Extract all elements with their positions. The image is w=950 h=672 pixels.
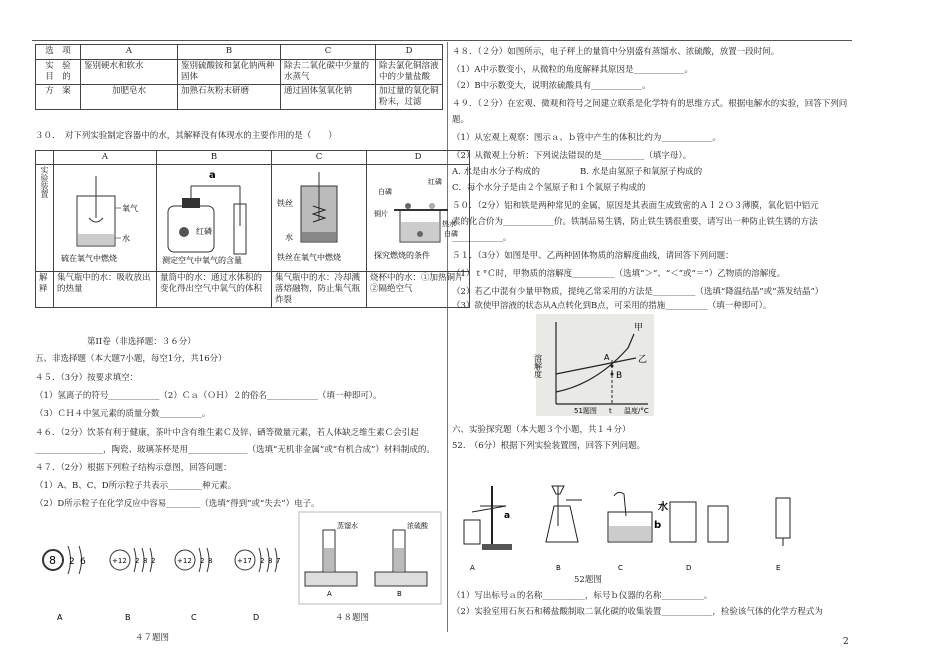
- q45-line1: （1）氢离子的符号____________（2）Ｃａ（ＯＨ）２的俗名____________（填一种即可）。: [35, 391, 382, 401]
- table-cell: 实验装置: [36, 165, 54, 272]
- table-cell: 方 案: [36, 85, 81, 110]
- q52-figure-caption: 52题图: [574, 575, 602, 585]
- shell-d1: 2: [260, 557, 265, 565]
- label-redp: 红磷: [196, 227, 212, 236]
- label-distilled-water: 蒸馏水: [337, 522, 358, 530]
- label-iron: 铁丝: [277, 199, 293, 208]
- table-cell: 通过固体氢氧化钠: [281, 85, 376, 110]
- scale-letter-a: A: [327, 590, 332, 598]
- q51-line3: （2）若乙中混有少量甲物质，提纯乙常采用的方法是__________（选填“降温结晶”或“蒸发结晶”）: [452, 287, 824, 297]
- q47-stem: ４７．（2分）根据下列粒子结构示意图，回答问题：: [35, 463, 232, 473]
- q50-line1: ５０．（2分）铝和铁是两种常见的金属，原因是其表面生成致密的Ａｌ２Ｏ３薄膜，氧化铝中铝元: [452, 201, 819, 211]
- q47-particle-diagrams: [35, 520, 285, 630]
- column-divider: [447, 42, 448, 632]
- caption-a: 硫在氧气中燃烧: [61, 254, 117, 263]
- q48-line1: ４８．（２分）如图所示，电子秤上的量筒中分别盛有蒸馏水、浓硫酸，放置一段时间。: [452, 47, 780, 57]
- table-cell: 实 验 目 的: [36, 60, 81, 85]
- table-cell: A: [81, 45, 178, 60]
- q52-line2: （2）实验室用石灰石和稀盐酸制取二氧化碳的收集装置____________，检验该气体的化学方程式为: [452, 607, 823, 617]
- particle-b: [110, 548, 155, 572]
- q45-line2: （3）ＣＨ４中氢元素的质量分数__________。: [35, 409, 211, 419]
- q51-line4: （3）欲使甲溶液的状态从A点转化到B点，可采用的措施__________（填一种即可）。: [452, 301, 772, 311]
- section6-title: 六、实验探究题（本大题３个小题，共１４分）: [452, 425, 631, 435]
- table-cell: C: [281, 45, 376, 60]
- table-cell: 加熟石灰粉末研磨: [178, 85, 281, 110]
- letter-c: C: [191, 613, 197, 622]
- label-a: a: [504, 511, 511, 521]
- q50-line3: ____________。: [452, 233, 512, 243]
- curve-label-jia: 甲: [634, 323, 644, 333]
- label-conc-acid: 浓硫酸: [407, 522, 428, 530]
- q49-line1b: 题。: [452, 115, 470, 125]
- shell-a2: 6: [80, 557, 86, 567]
- apparatus-a: [54, 165, 157, 272]
- sulfur-combustion-diagram: [57, 166, 153, 266]
- q52-line1: （1）写出标号ａ的名称__________，标号ｂ仪器的名称__________。: [452, 591, 713, 601]
- nucleus-c: +12: [177, 557, 192, 565]
- table-cell: 除去氯化铜溶液中的少量盐酸: [376, 60, 443, 85]
- table-cell: [36, 151, 54, 165]
- table-cell: A: [54, 151, 157, 165]
- q46-line2: ________________，陶瓷、玻璃茶杯是用______________（选填“无机非金属”或“有机合成”）材料制成的。: [35, 445, 435, 455]
- scale-b: [375, 521, 429, 598]
- header-rule: [32, 40, 852, 41]
- table-cell: 烧杯中的水：①加热铜片 ②隔绝空气: [367, 272, 470, 308]
- letter-d: D: [253, 613, 260, 622]
- apparatus-tube-e: [776, 498, 790, 572]
- table-cell: B: [178, 45, 281, 60]
- curve-label-yi: 乙: [638, 355, 648, 365]
- point-label-a: A: [604, 353, 610, 362]
- label-redp2: 红磷: [428, 178, 442, 186]
- apparatus-letter-c-label: C: [618, 564, 623, 572]
- q52-stem: 52. （6分）根据下列实验装置图，回答下列问题。: [452, 441, 646, 451]
- particle-a: [43, 546, 86, 574]
- axis-x-label: 温度/°C: [624, 407, 649, 415]
- label-water-c: 水: [285, 233, 293, 242]
- table-cell: 加肥皂水: [81, 85, 178, 110]
- caption-c: 铁丝在氧气中燃烧: [277, 253, 341, 262]
- table-cell: B: [157, 151, 272, 165]
- q48-line2: （1）A中示数变小，从微粒的角度解释其原因是____________。: [452, 65, 694, 75]
- table-row: [36, 85, 443, 110]
- iron-combustion-diagram: [275, 166, 363, 266]
- q49-option-a: A. 水是由水分子构成的: [452, 167, 541, 177]
- shell-b3: 2: [151, 557, 156, 565]
- caption-d: 探究燃烧的条件: [374, 251, 430, 260]
- q46-line1: ４６．（2分）饮茶有利于健康，茶叶中含有维生素Ｃ及锌、硒等微量元素，若人体缺乏维生素Ｃ会引起: [35, 428, 419, 438]
- part2-title: 第II卷（非选择题：３６分）: [87, 337, 196, 347]
- shell-c2: 8: [208, 557, 213, 565]
- letter-b: B: [125, 613, 131, 622]
- apparatus-c: [272, 165, 367, 272]
- table-cell: 集气瓶中的水：吸收放出的热量: [54, 272, 157, 308]
- q47-line1: （1）A、B、C、D所示粒子共表示________种元素。: [35, 481, 237, 491]
- q49-option-b: B. 水是由氢原子和氧原子构成的: [580, 167, 703, 177]
- table-cell: 选 项: [36, 45, 81, 60]
- letter-a: A: [57, 613, 63, 622]
- apparatus-stand-a: [464, 486, 512, 572]
- point-label-b: B: [616, 371, 623, 381]
- label-b: b: [654, 520, 662, 531]
- shell-d3: 7: [276, 557, 281, 565]
- q45-stem: ４５．（3分）按要求填空：: [35, 373, 139, 383]
- q49-option-c: C．每个水分子是由２个氢原子和１个氧原子构成的: [452, 183, 646, 193]
- table-row: [36, 60, 443, 85]
- label-whitep: 白磷: [378, 188, 392, 196]
- apparatus-bottle-d: [654, 500, 728, 572]
- axis-tick-t: t: [609, 407, 612, 415]
- apparatus-letter-d: D: [686, 564, 692, 572]
- label-water-d: 水: [658, 502, 668, 513]
- q49-line3: （2）从微观上分析：下列说法错误的是__________（填字母）。: [452, 151, 692, 161]
- scale-a: [305, 521, 358, 598]
- particle-d: [235, 548, 280, 572]
- label-water: 水: [122, 234, 130, 243]
- q49-line2: （1）从宏观上观察：图示ａ、ｂ管中产生的体积比约为____________。: [452, 133, 721, 143]
- caption-b: 测定空气中氧气的含量: [162, 256, 242, 265]
- table-cell: 解释: [36, 272, 54, 308]
- apparatus-letter-b: B: [556, 564, 561, 572]
- apparatus-letter-a: A: [470, 564, 475, 572]
- q49-line1: ４９．（２分）在宏观、微观和符号之间建立联系是化学特有的思维方式。根据电解水的实验，回答下列问: [452, 99, 848, 109]
- label-oxygen: 氧气: [122, 204, 138, 213]
- axis-y-label: 溶解度: [533, 354, 543, 378]
- particle-c: [175, 548, 212, 572]
- table-cell: 除去二氧化碳中少量的水蒸气: [281, 60, 376, 85]
- scale-letter-b: B: [397, 590, 402, 598]
- table-row: [36, 272, 470, 308]
- shell-b1: 2: [135, 557, 140, 565]
- page-number: 2: [843, 637, 849, 647]
- label-copper: 铜片: [374, 210, 388, 218]
- table-cell: D: [367, 151, 470, 165]
- q51-line2: （1）ｔ°Ｃ时，甲物质的溶解度__________（选填“＞”、“＜”或“＝”）乙物质的溶解度。: [452, 269, 786, 279]
- q47-line2: （2）D所示粒子在化学反应中容易________（选填“得到”或“失去”）电子。: [35, 499, 320, 509]
- table-cell: 集气瓶中的水：冷却溅落熔融物，防止集气瓶炸裂: [272, 272, 367, 308]
- q47-figure-caption: ４７题图: [135, 633, 170, 643]
- apparatus-flask-b: [546, 486, 582, 572]
- section5-title: 五、非选择题（本大题7小题，每空1分，共16分）: [35, 354, 227, 364]
- apparatus-trough-c: [608, 492, 652, 572]
- shell-d2: 8: [268, 557, 273, 565]
- q51-line1: ５１．（3分）如图是甲、乙两种固体物质的溶解度曲线，请回答下列问题：: [452, 251, 734, 261]
- figure-label-51: 51题图: [574, 407, 597, 415]
- oxygen-content-diagram: [160, 166, 268, 266]
- apparatus-letter-e: E: [776, 564, 781, 572]
- q48-figure-caption: ４８题图: [335, 613, 370, 623]
- shell-a1: 2: [69, 557, 75, 567]
- q50-line2: 素的化合价为____________价。铁制品易生锈，防止铁生锈很重要，请写出一种防止铁生锈的方法: [452, 217, 818, 227]
- table-cell: 量筒中的水：通过水体积的变化得出空气中氧气的体积: [157, 272, 272, 308]
- nucleus-d: +17: [237, 557, 252, 565]
- table-row: [36, 45, 443, 60]
- apparatus-b: [157, 165, 272, 272]
- label-whitep2: 白磷: [444, 230, 458, 238]
- table-cell: D: [376, 45, 443, 60]
- table-cell: 鉴别硫酸铵和氯化钠两种固体: [178, 60, 281, 85]
- table-cell: C: [272, 151, 367, 165]
- q48-line3: （2）B中示数变大，说明浓硫酸具有____________。: [452, 81, 651, 91]
- q48-scales-diagram: [297, 510, 443, 606]
- label-a: a: [209, 170, 216, 181]
- nucleus-a: 8: [49, 554, 56, 567]
- q29-table: [35, 44, 443, 110]
- shell-b2: 8: [143, 557, 148, 565]
- table-cell: 鉴别硬水和软水: [81, 60, 178, 85]
- q30-stem: ３０． 对下列实验制定容器中的水，其解释没有体现水的主要作用的是（ ）: [35, 131, 337, 141]
- q52-apparatus: [458, 476, 838, 576]
- table-row: [36, 165, 470, 272]
- q30-table: [35, 150, 470, 308]
- q51-solubility-figure: [533, 314, 654, 416]
- shell-c1: 2: [200, 557, 205, 565]
- nucleus-b: +12: [112, 557, 127, 565]
- table-row: [36, 151, 470, 165]
- label-hot: 热水: [442, 220, 456, 228]
- table-cell: 加过量的氧化铜粉末，过滤: [376, 85, 443, 110]
